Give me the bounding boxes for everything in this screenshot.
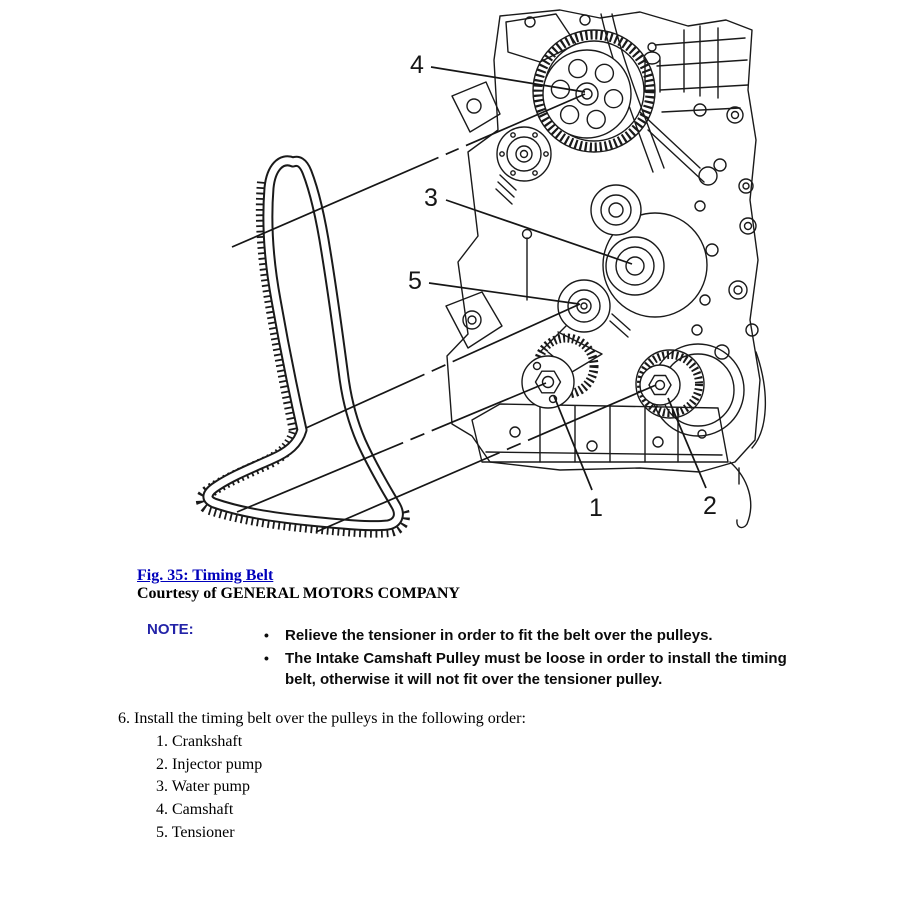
substep-camshaft: 4. Camshaft bbox=[156, 801, 234, 819]
substep-injector-pump: 2. Injector pump bbox=[156, 755, 263, 773]
note-label: NOTE: bbox=[147, 621, 194, 638]
leader-4 bbox=[431, 67, 585, 92]
note-bullet-1 bbox=[264, 625, 820, 646]
belt-teeth bbox=[203, 182, 403, 531]
callout-leaders bbox=[429, 67, 706, 490]
belt-band-inner bbox=[208, 161, 398, 526]
water-pump-pulley bbox=[606, 237, 664, 295]
substep-crankshaft: 1. Crankshaft bbox=[156, 733, 243, 750]
note-bullet-list bbox=[264, 625, 820, 692]
figure-caption-link[interactable]: Fig. 35: Timing Belt bbox=[137, 567, 274, 584]
leader-2 bbox=[668, 398, 706, 488]
belt-band bbox=[208, 161, 398, 526]
idler-pulley-upper bbox=[497, 127, 551, 181]
leader-3 bbox=[446, 200, 632, 264]
note-bullet-2 bbox=[264, 648, 820, 690]
callout-camshaft: 4 bbox=[410, 51, 424, 79]
bullet-icon: • bbox=[264, 627, 269, 643]
note-bullet-1-text: Relieve the tensioner in order to fit the belt over the pulleys. bbox=[285, 627, 713, 644]
timing-belt bbox=[203, 161, 403, 531]
injector-pump-sprocket bbox=[636, 350, 704, 418]
bullet-icon: • bbox=[264, 650, 269, 666]
step-6-text: 6. Install the timing belt over the pulleys in the following order: bbox=[118, 710, 526, 727]
callout-labels bbox=[408, 51, 717, 522]
figure-courtesy: Courtesy of GENERAL MOTORS COMPANY bbox=[137, 585, 460, 602]
substep-list bbox=[156, 731, 262, 845]
leader-5 bbox=[429, 283, 579, 304]
engine-illustration bbox=[446, 10, 765, 527]
callout-injector-pump: 2 bbox=[703, 492, 717, 520]
substep-tensioner: 5. Tensioner bbox=[156, 823, 235, 841]
centerline-camshaft bbox=[232, 94, 585, 247]
callout-crankshaft: 1 bbox=[589, 494, 603, 522]
centerline-crankshaft bbox=[237, 383, 546, 512]
camshaft-pulley bbox=[533, 30, 655, 152]
centerline-tensioner bbox=[306, 304, 580, 428]
callout-centerlines bbox=[232, 94, 656, 532]
leader-1 bbox=[554, 396, 592, 490]
crankshaft-sprocket bbox=[522, 338, 594, 408]
substep-water-pump: 3. Water pump bbox=[156, 778, 250, 796]
centerline-injector-pump bbox=[316, 385, 656, 532]
idler-pulley-lower bbox=[591, 185, 641, 235]
callout-water-pump: 3 bbox=[424, 184, 438, 212]
callout-tensioner: 5 bbox=[408, 267, 422, 295]
tensioner-pulley bbox=[540, 280, 610, 352]
note-bullet-2-text: The Intake Camshaft Pulley must be loose in order to install the timing belt, otherwise it will not fit over the tensioner pulley. bbox=[285, 650, 787, 688]
